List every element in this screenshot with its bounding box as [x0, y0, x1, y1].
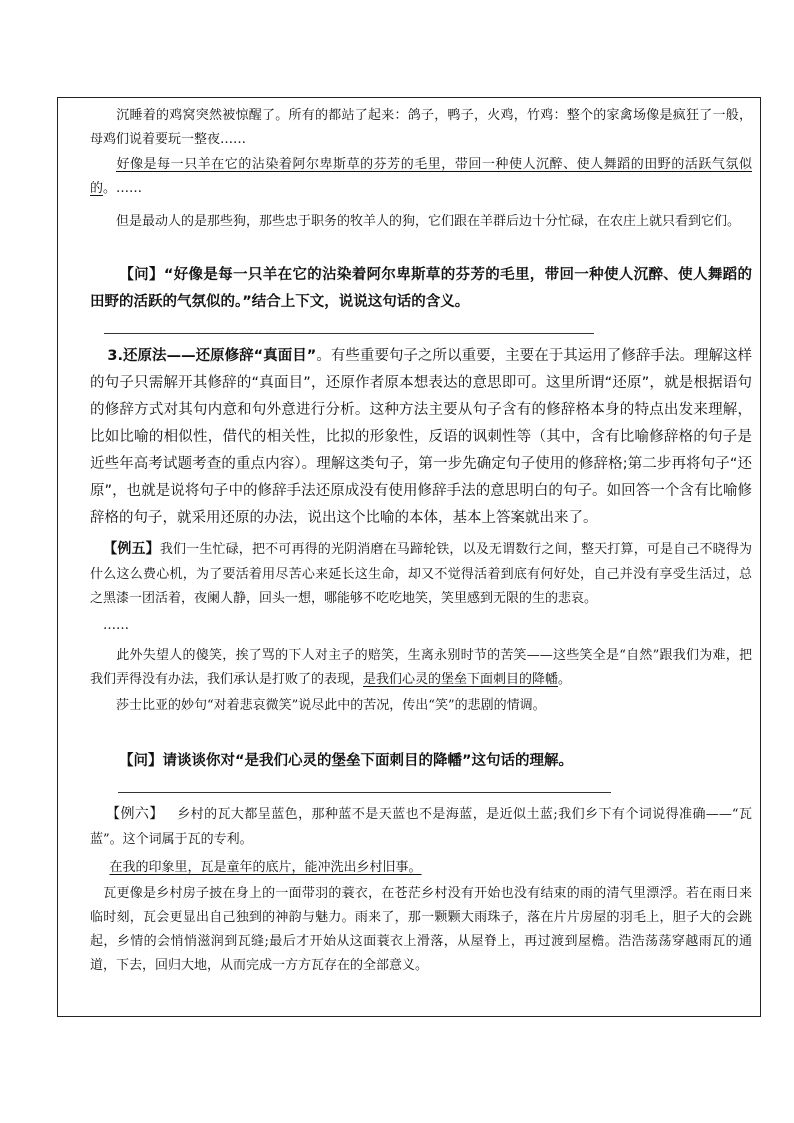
example-5-paragraph	[90, 536, 752, 611]
example-6-paragraph	[90, 801, 752, 852]
passage-text-1: 沉睡着的鸡窝突然被惊醒了。所有的都站了起来：鸽子，鸭子，火鸡，竹鸡：整个的家禽场像是疯狂了一般，母鸡们说着要玩一整夜……	[90, 108, 752, 147]
question-1-text: 【问】“好像是每一只羊在它的沾染着阿尔卑斯草的芬芳的毛里，带回一种使人沉醉、使人舞蹈的田野的活跃的气氛似的。”结合上下文，说说这句话的含义。	[90, 267, 752, 310]
example-6-paragraph-2	[90, 856, 752, 880]
answer-line-1	[104, 333, 594, 334]
example-5-text-3: 莎士比亚的妙句“对着悲哀微笑”说尽此中的苦况，传出“笑”的悲剧的情调。	[116, 698, 546, 713]
example-5-paragraph-3	[90, 694, 752, 718]
example-5-text: 我们一生忙碌，把不可再得的光阴消磨在马蹄轮铁，以及无谓数行之间，整天打算，可是自己不晓得为什么这么费心机，为了要活着用尽苦心来延长这生命，却又不觉得活着到底有何好处，自己并没有享受生活过，总之黑漆一团活着，夜阑人静，回头一想，哪能够不吃吃地笑，笑里感到无限的生的悲哀。	[90, 542, 752, 606]
passage-paragraph-2	[90, 153, 752, 201]
question-2-text: 【问】请谈谈你对“是我们心灵的堡垒下面刺目的降幡”这句话的理解。	[119, 753, 574, 769]
example-5-text-2-end: 。	[558, 672, 572, 687]
method-3-paragraph	[90, 343, 752, 532]
method-3-body: 。有些重要句子之所以重要，主要在于其运用了修辞手法。理解这样的句子只需解开其修辞的“真面目”，还原作者原本想表达的意思即可。这里所谓“还原”，就是根据语句的修辞方式对其句内意和句外意进行分析。这种方法主要从句子含有的修辞格本身的特点出发来理解，比如比喻的相似性，借代的相关性，比拟的形象性，反语的讽刺性等（其中，含有比喻修辞格的句子是近些年高考试题考查的重点内容）。理解这类句子，第一步先确定句子使用的修辞格;第二步再将句子“还原”，也就是说将句子中的修辞手法还原成没有使用修辞手法的意思明白的句子。如回答一个含有比喻修辞格的句子，就采用还原的办法，说出这个比喻的本体，基本上答案就出来了。	[90, 348, 753, 526]
example-6-text: 乡村的瓦大都呈蓝色，那种蓝不是天蓝也不是海蓝，是近似土蓝;我们乡下有个词说得准确——“瓦蓝”。这个词属于瓦的专利。	[90, 807, 752, 847]
passage-paragraph-1	[90, 104, 752, 152]
question-1	[90, 262, 752, 316]
example-6-text-3: 瓦更像是乡村房子披在身上的一面带羽的蓑衣，在苍茫乡村没有开始也没有结束的雨的清气里漂浮。若在雨日来临时刻，瓦会更显出自己独到的神韵与魅力。雨来了，那一颗颗大雨珠子，落在片片房屋的羽毛上，胆子大的会跳起，乡情的会悄悄滋润到瓦缝;最后才开始从这面蓑衣上滑落，从屋脊上，再过渡到屋檐。浩浩荡荡穿越雨瓦的通道，下去，回归大地，从而完成一方方瓦存在的全部意义。	[90, 886, 752, 973]
passage-text-3: 但是最动人的是那些狗，那些忠于职务的牧羊人的狗，它们跟在羊群后边十分忙碌，在农庄上就只看到它们。	[116, 214, 741, 229]
answer-line-2	[118, 792, 611, 793]
ellipsis-line	[90, 614, 752, 638]
passage-paragraph-3	[90, 210, 752, 234]
example-6-paragraph-3	[90, 882, 752, 978]
question-2	[90, 748, 752, 775]
underlined-sentence-2: 是我们心灵的堡垒下面刺目的降幡	[363, 672, 559, 687]
underlined-sentence-1: 好像是每一只羊在它的沾染着阿尔卑斯草的芬芳的毛里，带回一种使人沉醉、使人舞蹈的田野的活跃气氛似的	[90, 157, 752, 196]
underlined-sentence-3: 在我的印象里，瓦是童年的底片，能冲洗出乡村旧事。	[109, 860, 422, 875]
example-6-label: 【例六】	[105, 806, 164, 822]
ellipsis-text: ……	[103, 618, 129, 633]
example-5-label: 【例五】	[103, 541, 160, 557]
example-5-paragraph-2	[90, 644, 752, 692]
method-3-label: 3.还原法——还原修辞“真面目”	[107, 348, 317, 364]
example-5-text-2: 此外失望人的傻笑，挨了骂的下人对主子的赔笑，生离永别时节的苦笑——这些笑全是“自然”跟我们为难，把我们弄得没有办法，我们承认是打败了的表现，	[90, 648, 752, 687]
passage-text-2-tail: 。……	[103, 181, 143, 196]
